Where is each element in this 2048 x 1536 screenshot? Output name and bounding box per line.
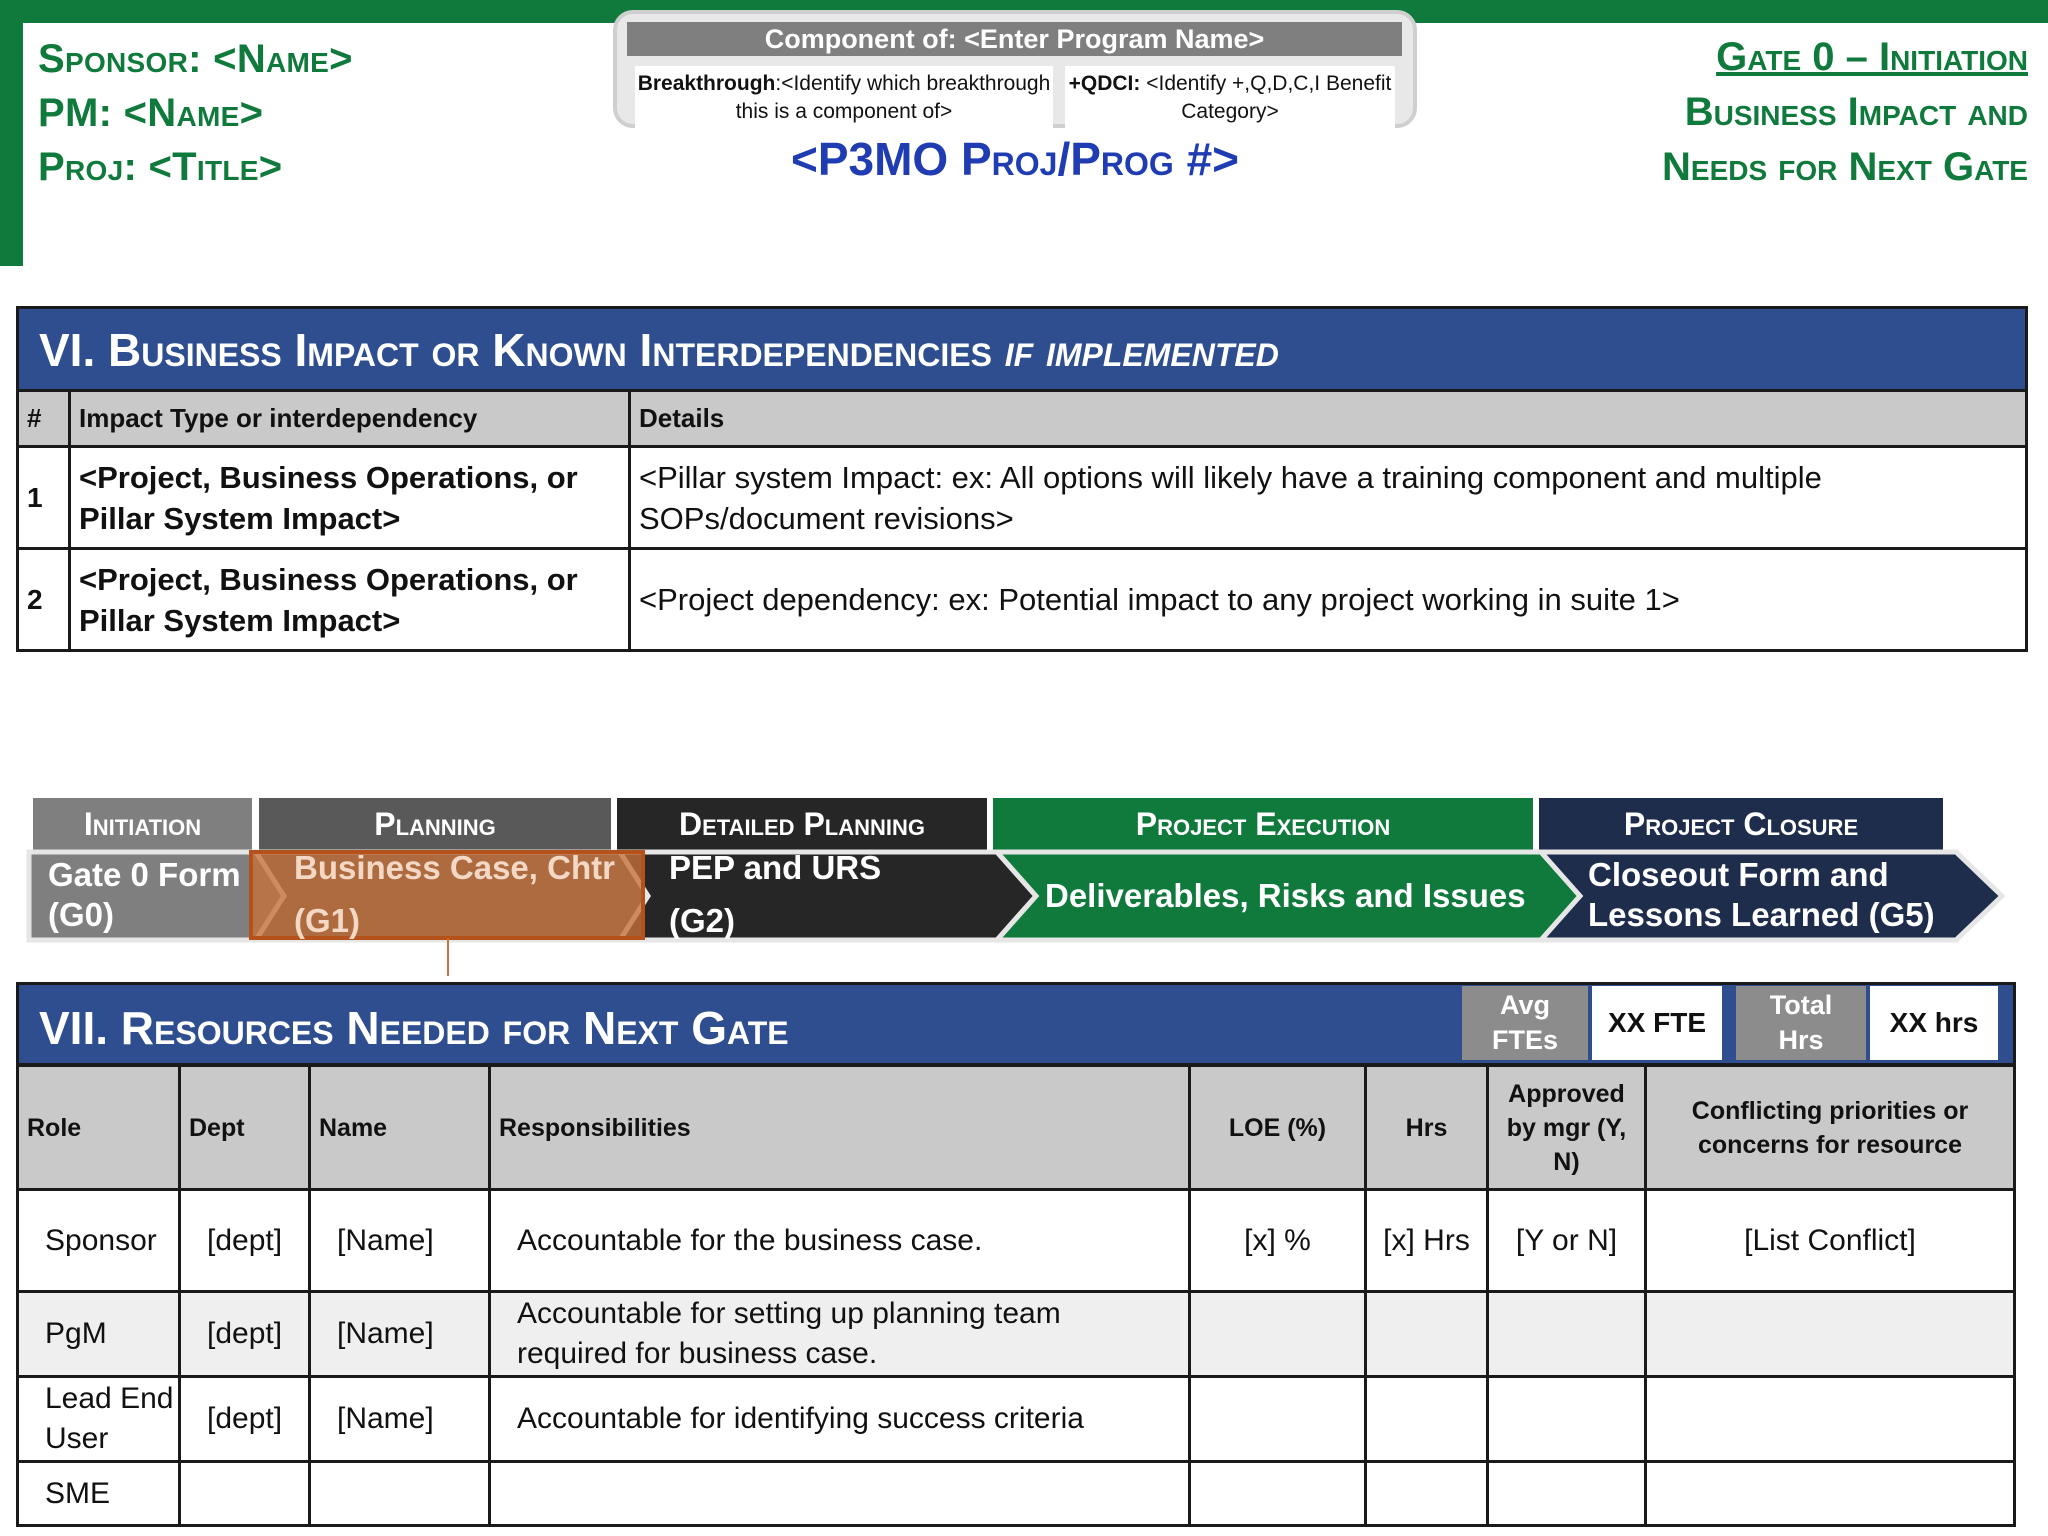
avg-ftes-label-line: Avg	[1499, 990, 1550, 1020]
resources-section-title: VII. Resources Needed for Next Gate	[39, 1002, 789, 1054]
phase-label-text: Initiation	[33, 798, 252, 850]
phase-label-text: Detailed Planning	[617, 798, 987, 850]
res-conflict	[1646, 1377, 2015, 1462]
phase-text-line: Gate 0 Form	[48, 856, 241, 893]
phase-text-line: Closeout Form and	[1588, 856, 1889, 893]
table-row	[18, 1292, 2015, 1377]
res-name: [Name]	[310, 1190, 490, 1292]
total-hrs-label-line: Hrs	[1778, 1025, 1824, 1055]
table-row	[18, 1377, 2015, 1462]
phase-text-detailed-planning	[669, 848, 881, 941]
avg-ftes-value: XX FTE	[1592, 986, 1722, 1060]
table-row	[18, 1462, 2015, 1526]
res-dept: [dept]	[180, 1190, 310, 1292]
res-approved	[1488, 1292, 1646, 1377]
total-hrs-label-line: Total	[1769, 990, 1833, 1020]
res-conflict	[1646, 1462, 2015, 1526]
res-role: Sponsor	[18, 1190, 180, 1292]
phase-text-closure	[1588, 855, 1935, 935]
res-col-approved: Approved by mgr (Y, N)	[1488, 1066, 1646, 1190]
res-dept: [dept]	[180, 1377, 310, 1462]
impact-col-type: Impact Type or interdependency	[70, 391, 630, 447]
res-responsibility	[490, 1462, 1190, 1526]
proj-label: Proj: <Title>	[38, 145, 283, 189]
avg-ftes-label-line: FTEs	[1491, 1025, 1558, 1055]
res-col-role: Role	[18, 1066, 180, 1190]
phase-text-line: Deliverables, Risks and Issues	[1045, 877, 1526, 914]
res-approved	[1488, 1462, 1646, 1526]
res-approved	[1488, 1377, 1646, 1462]
qdci-text: <Identify +,Q,D,C,I Benefit Category>	[1140, 72, 1392, 123]
avg-ftes-label	[1462, 986, 1588, 1060]
res-col-name: Name	[310, 1066, 490, 1190]
impact-row-details: <Pillar system Impact: ex: All options will likely have a training component and multiple SOPs/document revisions>	[630, 447, 2027, 549]
phase-text-planning	[294, 848, 624, 941]
phase-text-line: Lessons Learned (G5)	[1588, 896, 1935, 933]
impact-section-title-italic: if implemented	[1004, 324, 1279, 376]
phase-text-line: (G2)	[669, 902, 735, 939]
res-loe	[1190, 1377, 1366, 1462]
res-loe: [x] %	[1190, 1190, 1366, 1292]
phase-text-line: Business Case, Chtr	[294, 849, 615, 886]
res-name: [Name]	[310, 1377, 490, 1462]
res-col-conflicts: Conflicting priorities or concerns for resource	[1646, 1066, 2015, 1190]
res-role: SME	[18, 1462, 180, 1526]
res-name	[310, 1462, 490, 1526]
phase-text-initiation	[48, 855, 241, 935]
qdci-label: +QDCI:	[1068, 72, 1141, 95]
phase-text-line: PEP and URS	[669, 849, 882, 886]
impact-row-num: 1	[18, 447, 70, 549]
res-responsibility: Accountable for identifying success criteria	[490, 1377, 1190, 1462]
res-col-dept: Dept	[180, 1066, 310, 1190]
res-dept	[180, 1462, 310, 1526]
breakthrough-text: :<Identify which breakthrough this is a component of>	[735, 72, 1051, 123]
impact-row-type: <Project, Business Operations, or Pillar System Impact>	[70, 549, 630, 651]
breakthrough-label: Breakthrough	[637, 72, 776, 95]
res-name: [Name]	[310, 1292, 490, 1377]
res-col-hrs: Hrs	[1366, 1066, 1488, 1190]
res-responsibility: Accountable for setting up planning team required for business case.	[490, 1292, 1190, 1377]
impact-section-title: VI. Business Impact or Known Interdependencies	[39, 324, 992, 376]
pm-label: PM: <Name>	[38, 91, 264, 135]
res-hrs	[1366, 1377, 1488, 1462]
res-role: Lead End User	[18, 1377, 180, 1462]
gate-title: Gate 0 – Initiation	[1716, 35, 2028, 79]
res-col-responsibilities: Responsibilities	[490, 1066, 1190, 1190]
res-hrs	[1366, 1292, 1488, 1377]
res-col-loe: LOE (%)	[1190, 1066, 1366, 1190]
project-number: <P3MO Proj/Prog #>	[790, 133, 1240, 185]
res-loe	[1190, 1292, 1366, 1377]
total-hrs-label	[1736, 986, 1866, 1060]
res-responsibility: Accountable for the business case.	[490, 1190, 1190, 1292]
gate-subtitle-2: Needs for Next Gate	[1662, 145, 2028, 189]
gate-subtitle-1: Business Impact and	[1684, 90, 2028, 134]
component-title: Component of: <Enter Program Name>	[627, 22, 1402, 56]
table-row	[18, 1190, 2015, 1292]
res-hrs: [x] Hrs	[1366, 1190, 1488, 1292]
phase-text-line: (G0)	[48, 896, 114, 933]
phase-text-execution	[1045, 876, 1526, 916]
res-approved: [Y or N]	[1488, 1190, 1646, 1292]
sponsor-label: Sponsor: <Name>	[38, 37, 353, 81]
res-hrs	[1366, 1462, 1488, 1526]
impact-col-details: Details	[630, 391, 2027, 447]
phase-text-line: (G1)	[294, 902, 360, 939]
res-loe	[1190, 1462, 1366, 1526]
phase-label-text: Project Closure	[1539, 798, 1943, 850]
res-dept: [dept]	[180, 1292, 310, 1377]
resources-table	[16, 1064, 2016, 1527]
impact-col-num: #	[18, 391, 70, 447]
res-conflict: [List Conflict]	[1646, 1190, 2015, 1292]
phase-label-text: Planning	[259, 798, 611, 850]
impact-row-num: 2	[18, 549, 70, 651]
impact-row-type: <Project, Business Operations, or Pillar System Impact>	[70, 447, 630, 549]
impact-row-details: <Project dependency: ex: Potential impact to any project working in suite 1>	[630, 549, 2027, 651]
res-role: PgM	[18, 1292, 180, 1377]
phase-label-text: Project Execution	[993, 798, 1533, 850]
res-conflict	[1646, 1292, 2015, 1377]
total-hrs-value: XX hrs	[1870, 986, 1998, 1060]
resources-table-header	[18, 1066, 2015, 1190]
